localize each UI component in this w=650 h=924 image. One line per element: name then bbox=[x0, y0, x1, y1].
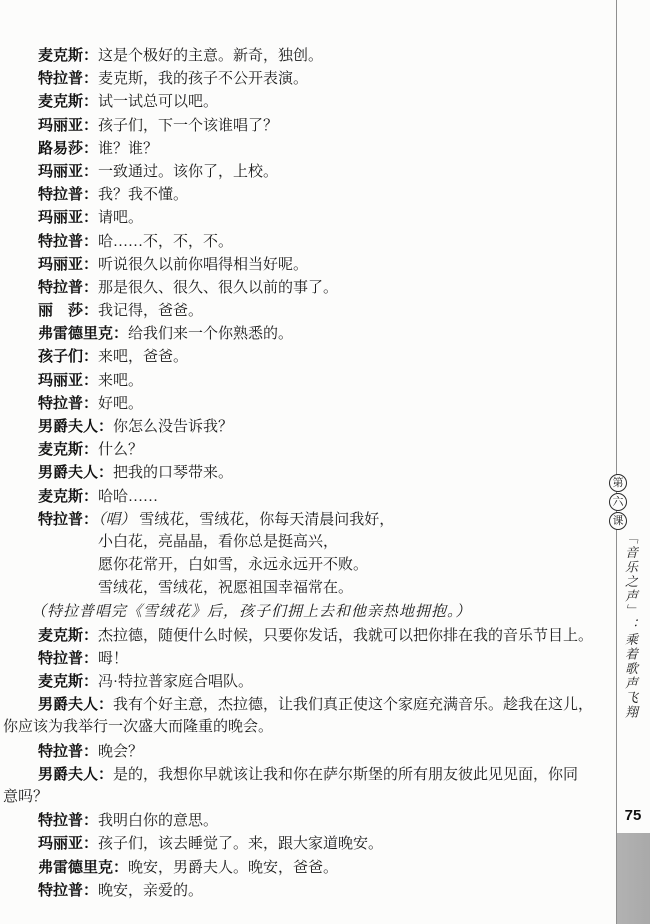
line-text: 冯·特拉普家庭合唱队。 bbox=[98, 674, 254, 691]
speaker-name: 孩子们： bbox=[38, 348, 99, 366]
line-text: 我记得，爸爸。 bbox=[98, 303, 204, 320]
script-line bbox=[3, 554, 615, 577]
line-text: 意吗？ bbox=[3, 789, 49, 805]
speaker-name: 麦克斯： bbox=[38, 441, 99, 459]
lesson-title-vertical: 「音乐之声」：乘着歌声飞翔 bbox=[623, 531, 638, 720]
line-text: （特拉普唱完《雪绒花》后，孩子们拥上去和他亲热地拥抱。） bbox=[31, 603, 472, 620]
lesson-number-char: 课 bbox=[609, 512, 627, 530]
script-line bbox=[3, 160, 615, 183]
speaker-name: 特拉普： bbox=[38, 510, 99, 528]
script-line bbox=[3, 832, 615, 855]
line-text: 愿你花常开，白如雪，永远永远开不败。 bbox=[98, 557, 369, 574]
line-text: 给我们来一个你熟悉的。 bbox=[128, 326, 294, 343]
line-text: 孩子们，下一个该谁唱了？ bbox=[98, 117, 279, 134]
line-text: 晚会？ bbox=[98, 743, 144, 760]
script-line bbox=[3, 299, 615, 322]
page-edge-tab bbox=[617, 833, 650, 924]
script-line bbox=[3, 276, 615, 299]
line-text: 一致通过。该你了，上校。 bbox=[98, 163, 279, 180]
speaker-name: 男爵夫人： bbox=[38, 696, 114, 714]
line-text: 来吧。 bbox=[98, 372, 144, 389]
line-text: 来吧，爸爸。 bbox=[98, 349, 189, 366]
speaker-name: 男爵夫人： bbox=[38, 765, 114, 783]
stage-note: （唱） bbox=[98, 511, 140, 528]
script-line bbox=[3, 809, 615, 832]
speaker-name: 麦克斯： bbox=[38, 626, 99, 644]
speaker-name: 男爵夫人： bbox=[38, 418, 114, 435]
script-line bbox=[3, 461, 615, 484]
script-line bbox=[3, 485, 615, 508]
speaker-name: 麦克斯： bbox=[38, 673, 99, 691]
speaker-name: 麦克斯： bbox=[38, 487, 99, 505]
line-text: 把我的口琴带来。 bbox=[113, 465, 234, 482]
speaker-name: 麦克斯： bbox=[38, 47, 99, 64]
line-text: 孩子们，该去睡觉了。来，跟大家道晚安。 bbox=[98, 836, 384, 853]
script-line bbox=[3, 601, 615, 624]
line-text: 哈哈…… bbox=[98, 488, 159, 505]
script-text-block bbox=[3, 44, 615, 902]
line-text: 你应该为我举行一次盛大而隆重的晚会。 bbox=[3, 719, 274, 736]
script-line bbox=[3, 531, 615, 554]
lesson-number-char: 六 bbox=[609, 493, 627, 511]
line-text: 晚安，亲爱的。 bbox=[98, 882, 204, 899]
lesson-number-char: 第 bbox=[609, 474, 627, 492]
speaker-name: 特拉普： bbox=[38, 278, 99, 296]
line-text: 是的，我想你早就该让我和你在萨尔斯堡的所有朋友彼此见见面，你同 bbox=[113, 766, 579, 783]
speaker-name: 特拉普： bbox=[38, 394, 99, 412]
line-text: 哈……不，不，不。 bbox=[98, 233, 234, 250]
line-text: 好吧。 bbox=[98, 395, 144, 412]
script-line bbox=[3, 624, 615, 647]
line-text: 麦克斯，我的孩子不公开表演。 bbox=[98, 71, 309, 88]
script-line bbox=[3, 345, 615, 368]
speaker-name: 玛丽亚： bbox=[38, 116, 99, 134]
speaker-name: 路易莎： bbox=[38, 139, 99, 157]
script-line bbox=[3, 647, 615, 670]
speaker-name: 丽 莎： bbox=[38, 302, 99, 320]
speaker-name: 麦克斯： bbox=[38, 93, 99, 111]
script-line bbox=[3, 879, 615, 902]
speaker-name: 玛丽亚： bbox=[38, 209, 99, 227]
speaker-name: 弗雷德里克： bbox=[38, 325, 129, 343]
speaker-name: 特拉普： bbox=[38, 881, 99, 899]
line-text: 晚安，男爵夫人。晚安，爸爸。 bbox=[128, 859, 339, 876]
script-line bbox=[3, 786, 615, 809]
script-line bbox=[3, 415, 615, 438]
script-line bbox=[3, 763, 615, 786]
line-text: 雪绒花，雪绒花，祝愿祖国幸福常在。 bbox=[98, 580, 354, 597]
script-line bbox=[3, 114, 615, 137]
line-text: 我明白你的意思。 bbox=[98, 813, 219, 830]
line-text: 我？我不懂。 bbox=[98, 187, 189, 204]
script-line bbox=[3, 253, 615, 276]
script-line bbox=[3, 183, 615, 206]
line-text: 杰拉德，随便什么时候，只要你发话，我就可以把你排在我的音乐节目上。 bbox=[98, 627, 594, 644]
speaker-name: 特拉普： bbox=[38, 70, 99, 88]
script-line bbox=[3, 67, 615, 90]
speaker-name: 玛丽亚： bbox=[38, 835, 99, 853]
speaker-name: 特拉普： bbox=[38, 232, 99, 250]
script-line bbox=[3, 137, 615, 160]
script-line bbox=[3, 740, 615, 763]
script-line bbox=[3, 670, 615, 693]
speaker-name: 弗雷德里克： bbox=[38, 858, 129, 876]
line-text: 听说很久以前你唱得相当好呢。 bbox=[98, 256, 309, 273]
script-line bbox=[3, 856, 615, 879]
script-line bbox=[3, 392, 615, 415]
script-line bbox=[3, 438, 615, 461]
page-number: 75 bbox=[624, 807, 642, 824]
script-line bbox=[3, 206, 615, 229]
speaker-name: 玛丽亚： bbox=[38, 371, 99, 389]
script-line bbox=[3, 90, 615, 113]
script-line bbox=[3, 369, 615, 392]
script-line bbox=[3, 716, 615, 739]
line-text: 呣！ bbox=[98, 650, 129, 667]
speaker-name: 特拉普： bbox=[38, 186, 99, 204]
line-text: 雪绒花，雪绒花，你每天清晨问我好， bbox=[139, 511, 395, 528]
speaker-name: 特拉普： bbox=[38, 742, 99, 760]
line-text: 谁？谁？ bbox=[98, 140, 159, 157]
script-line bbox=[3, 44, 615, 67]
sidebar-rule bbox=[616, 0, 617, 924]
script-line bbox=[3, 577, 615, 600]
line-text: 那是很久、很久、很久以前的事了。 bbox=[98, 279, 339, 296]
line-text: 什么？ bbox=[98, 442, 144, 459]
line-text: 小白花，亮晶晶，看你总是挺高兴， bbox=[98, 533, 339, 550]
line-text: 请吧。 bbox=[98, 210, 144, 227]
script-line bbox=[3, 230, 615, 253]
line-text: 这是个极好的主意。新奇，独创。 bbox=[98, 48, 324, 64]
speaker-name: 特拉普： bbox=[38, 812, 99, 830]
speaker-name: 玛丽亚： bbox=[38, 162, 99, 180]
speaker-name: 玛丽亚： bbox=[38, 255, 99, 273]
line-text: 试一试总可以吧。 bbox=[98, 94, 219, 111]
line-text: 你怎么没告诉我？ bbox=[113, 419, 234, 435]
speaker-name: 男爵夫人： bbox=[38, 464, 114, 482]
script-line bbox=[3, 693, 615, 716]
speaker-name: 特拉普： bbox=[38, 649, 99, 667]
script-line bbox=[3, 322, 615, 345]
line-text: 我有个好主意，杰拉德，让我们真正使这个家庭充满音乐。趁我在这儿， bbox=[113, 697, 594, 714]
script-line bbox=[3, 508, 615, 531]
